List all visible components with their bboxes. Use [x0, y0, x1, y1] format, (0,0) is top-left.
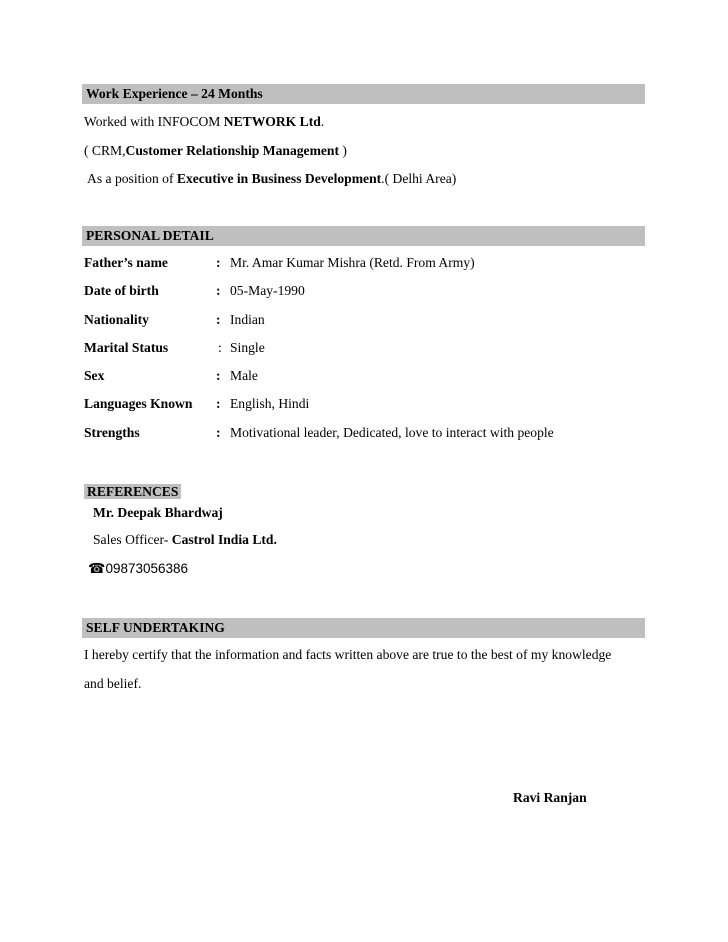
reference-phone-line — [88, 555, 645, 584]
reference-company: Castrol India Ltd. — [171, 532, 277, 548]
references-section — [82, 484, 645, 583]
work-line3-bold: Executive in Business Development — [176, 171, 382, 186]
work-experience-body — [82, 108, 645, 194]
work-line2-post: ) — [339, 142, 347, 158]
section-header-self-undertaking — [82, 618, 645, 638]
field-value: Male — [230, 368, 258, 384]
reference-role-pre: Sales Officer- — [93, 532, 172, 548]
field-value: Single — [230, 339, 265, 355]
personal-detail-row-nationality — [84, 306, 645, 334]
section-header-references-row — [82, 484, 645, 499]
section-header-references: REFERENCES — [84, 484, 181, 499]
field-label: Nationality — [84, 311, 149, 327]
field-colon: : — [216, 368, 221, 384]
reference-phone-number: 09873056386 — [105, 560, 189, 576]
work-line2-bold: Customer Relationship Management — [125, 142, 340, 158]
field-colon: : — [216, 311, 221, 327]
work-line3-post: .( Delhi Area) — [381, 171, 457, 186]
self-undertaking-body — [84, 640, 645, 698]
self-undertaking-line-2: and belief. — [84, 676, 142, 692]
work-line1-pre: Worked with INFOCOM — [84, 114, 224, 129]
field-colon: : — [216, 424, 221, 440]
field-value: Motivational leader, Dedicated, love to interact with people — [230, 424, 554, 440]
work-experience-header-text: Work Experience – 24 Months — [86, 86, 263, 101]
field-colon: : — [216, 396, 221, 412]
field-label: Father’s name — [84, 255, 168, 270]
field-label: Strengths — [84, 424, 140, 440]
work-line2-pre: ( CRM, — [84, 142, 126, 158]
field-label: Date of birth — [84, 283, 159, 299]
section-header-work-experience — [82, 84, 645, 104]
field-value: 05-May-1990 — [230, 283, 305, 299]
personal-detail-row-strengths — [84, 419, 645, 447]
reference-name: Mr. Deepak Bhardwaj — [93, 505, 223, 521]
field-colon: : — [216, 283, 221, 299]
field-label: Languages Known — [84, 396, 193, 412]
personal-detail-row-date-of-birth — [84, 277, 645, 305]
personal-detail-row-fathers-name — [84, 249, 645, 277]
work-experience-line-company — [84, 108, 645, 137]
field-value: Mr. Amar Kumar Mishra (Retd. From Army) — [230, 255, 475, 270]
work-experience-line-crm — [84, 137, 645, 166]
self-undertaking-header-text: SELF UNDERTAKING — [86, 620, 225, 636]
field-value: English, Hindi — [230, 396, 310, 412]
work-line1-post: . — [320, 114, 325, 129]
phone-icon: ☎ — [88, 560, 106, 577]
personal-detail-row-marital-status — [84, 334, 645, 362]
field-value: Indian — [230, 311, 265, 327]
work-line1-bold: NETWORK Ltd — [223, 114, 321, 129]
field-colon: : — [218, 339, 222, 355]
section-header-personal-detail — [82, 226, 645, 246]
personal-detail-list — [84, 249, 645, 447]
field-label: Marital Status — [84, 339, 169, 355]
page-content — [82, 84, 645, 806]
work-line3-pre: As a position of — [87, 171, 177, 186]
personal-detail-row-sex — [84, 362, 645, 390]
personal-detail-header-text: PERSONAL DETAIL — [86, 228, 214, 243]
reference-role — [93, 526, 645, 555]
field-colon: : — [216, 255, 221, 270]
work-experience-line-position — [84, 165, 645, 194]
signature-name: Ravi Ranjan — [513, 790, 587, 806]
personal-detail-row-languages-known — [84, 390, 645, 418]
self-undertaking-line-1: I hereby certify that the information and facts written above are true to the best of my knowledge — [84, 647, 612, 663]
field-label: Sex — [84, 368, 105, 384]
